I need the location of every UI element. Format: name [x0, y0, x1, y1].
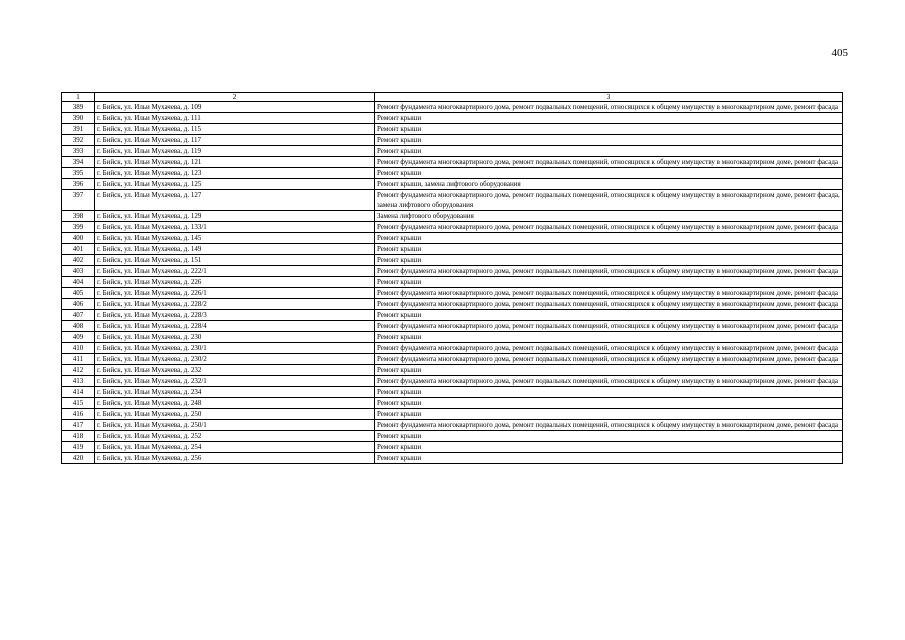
row-number: 401: [62, 244, 95, 255]
row-address: г. Бийск, ул. Ильи Мухачева, д. 230: [95, 332, 375, 343]
row-number: 414: [62, 387, 95, 398]
row-work-type: Ремонт крыши: [375, 168, 843, 179]
row-address: г. Бийск, ул. Ильи Мухачева, д. 254: [95, 442, 375, 453]
registry-table-body: [62, 93, 843, 464]
row-number: 395: [62, 168, 95, 179]
table-row: [62, 266, 843, 277]
row-work-type: Ремонт фундамента многоквартирного дома, ремонт подвальных помещений, относящихся к общему имуществу в многоквартирном доме, ремонт фасада: [375, 376, 843, 387]
row-number: 420: [62, 453, 95, 464]
row-work-type: Ремонт фундамента многоквартирного дома, ремонт подвальных помещений, относящихся к общему имуществу в многоквартирном доме, ремонт фасада: [375, 354, 843, 365]
row-address: г. Бийск, ул. Ильи Мухачева, д. 111: [95, 113, 375, 124]
row-work-type: Ремонт фундамента многоквартирного дома, ремонт подвальных помещений, относящихся к общему имуществу в многоквартирном доме, ремонт фасада: [375, 299, 843, 310]
row-work-type: Ремонт крыши: [375, 146, 843, 157]
row-address: г. Бийск, ул. Ильи Мухачева, д. 228/4: [95, 321, 375, 332]
row-number: 418: [62, 431, 95, 442]
row-work-type: Ремонт крыши: [375, 244, 843, 255]
table-row: [62, 168, 843, 179]
row-number: 417: [62, 420, 95, 431]
row-work-type: Ремонт крыши: [375, 310, 843, 321]
row-work-type: Ремонт крыши: [375, 124, 843, 135]
table-row: [62, 321, 843, 332]
row-number: 411: [62, 354, 95, 365]
row-address: г. Бийск, ул. Ильи Мухачева, д. 228/2: [95, 299, 375, 310]
row-number: 419: [62, 442, 95, 453]
row-work-type: Замена лифтового оборудования: [375, 211, 843, 222]
row-address: г. Бийск, ул. Ильи Мухачева, д. 119: [95, 146, 375, 157]
row-number: 402: [62, 255, 95, 266]
table-row: [62, 179, 843, 190]
table-row: [62, 442, 843, 453]
row-address: г. Бийск, ул. Ильи Мухачева, д. 232/1: [95, 376, 375, 387]
row-number: 399: [62, 222, 95, 233]
row-address: г. Бийск, ул. Ильи Мухачева, д. 234: [95, 387, 375, 398]
row-work-type: Ремонт крыши: [375, 277, 843, 288]
row-address: г. Бийск, ул. Ильи Мухачева, д. 125: [95, 179, 375, 190]
table-row: [62, 387, 843, 398]
row-work-type: Ремонт крыши: [375, 398, 843, 409]
table-row: [62, 453, 843, 464]
row-number: 410: [62, 343, 95, 354]
row-address: г. Бийск, ул. Ильи Мухачева, д. 226: [95, 277, 375, 288]
row-number: 400: [62, 233, 95, 244]
row-work-type: Ремонт крыши: [375, 255, 843, 266]
row-address: г. Бийск, ул. Ильи Мухачева, д. 232: [95, 365, 375, 376]
row-address: г. Бийск, ул. Ильи Мухачева, д. 123: [95, 168, 375, 179]
table-row: [62, 354, 843, 365]
column-header-2: 2: [95, 93, 375, 102]
page-number: 405: [831, 47, 848, 59]
row-address: г. Бийск, ул. Ильи Мухачева, д. 129: [95, 211, 375, 222]
row-address: г. Бийск, ул. Ильи Мухачева, д. 248: [95, 398, 375, 409]
column-header-1: 1: [62, 93, 95, 102]
row-work-type: Ремонт фундамента многоквартирного дома, ремонт подвальных помещений, относящихся к общему имуществу в многоквартирном доме, ремонт фасада: [375, 102, 843, 113]
row-address: г. Бийск, ул. Ильи Мухачева, д. 109: [95, 102, 375, 113]
table-row: [62, 135, 843, 146]
row-address: г. Бийск, ул. Ильи Мухачева, д. 252: [95, 431, 375, 442]
row-number: 391: [62, 124, 95, 135]
row-work-type: Ремонт фундамента многоквартирного дома, ремонт подвальных помещений, относящихся к общему имуществу в многоквартирном доме, ремонт фасада: [375, 222, 843, 233]
table-row: [62, 233, 843, 244]
table-row: [62, 255, 843, 266]
row-address: г. Бийск, ул. Ильи Мухачева, д. 117: [95, 135, 375, 146]
row-address: г. Бийск, ул. Ильи Мухачева, д. 226/1: [95, 288, 375, 299]
row-work-type: Ремонт фундамента многоквартирного дома, ремонт подвальных помещений, относящихся к общему имуществу в многоквартирном доме, ремонт фасада: [375, 157, 843, 168]
table-row: [62, 102, 843, 113]
table-row: [62, 409, 843, 420]
row-work-type: Ремонт фундамента многоквартирного дома, ремонт подвальных помещений, относящихся к общему имуществу в многоквартирном доме, ремонт фасада: [375, 288, 843, 299]
table-row: [62, 124, 843, 135]
table-row: [62, 398, 843, 409]
table-row: [62, 211, 843, 222]
row-work-type: Ремонт крыши: [375, 113, 843, 124]
row-work-type: Ремонт крыши: [375, 233, 843, 244]
row-work-type: Ремонт крыши: [375, 332, 843, 343]
row-number: 393: [62, 146, 95, 157]
row-address: г. Бийск, ул. Ильи Мухачева, д. 115: [95, 124, 375, 135]
row-address: г. Бийск, ул. Ильи Мухачева, д. 222/1: [95, 266, 375, 277]
row-number: 407: [62, 310, 95, 321]
row-work-type: Ремонт фундамента многоквартирного дома, ремонт подвальных помещений, относящихся к общему имуществу в многоквартирном доме, ремонт фасада: [375, 420, 843, 431]
registry-table: [61, 92, 843, 464]
row-address: г. Бийск, ул. Ильи Мухачева, д. 230/1: [95, 343, 375, 354]
row-address: г. Бийск, ул. Ильи Мухачева, д. 149: [95, 244, 375, 255]
table-row: [62, 365, 843, 376]
row-work-type: Ремонт крыши: [375, 387, 843, 398]
table-row: [62, 420, 843, 431]
table-row: [62, 332, 843, 343]
table-row: [62, 376, 843, 387]
row-number: 416: [62, 409, 95, 420]
row-address: г. Бийск, ул. Ильи Мухачева, д. 230/2: [95, 354, 375, 365]
table-row: [62, 288, 843, 299]
row-work-type: Ремонт фундамента многоквартирного дома, ремонт подвальных помещений, относящихся к общему имуществу в многоквартирном доме, ремонт фасада: [375, 343, 843, 354]
table-row: [62, 431, 843, 442]
table-row: [62, 299, 843, 310]
row-number: 405: [62, 288, 95, 299]
row-work-type: Ремонт крыши: [375, 135, 843, 146]
table-row: [62, 244, 843, 255]
row-number: 404: [62, 277, 95, 288]
row-address: г. Бийск, ул. Ильи Мухачева, д. 133/1: [95, 222, 375, 233]
row-address: г. Бийск, ул. Ильи Мухачева, д. 250: [95, 409, 375, 420]
column-header-3: 3: [375, 93, 843, 102]
row-address: г. Бийск, ул. Ильи Мухачева, д. 228/3: [95, 310, 375, 321]
row-address: г. Бийск, ул. Ильи Мухачева, д. 127: [95, 190, 375, 211]
row-address: г. Бийск, ул. Ильи Мухачева, д. 145: [95, 233, 375, 244]
table-row: [62, 343, 843, 354]
row-work-type: Ремонт крыши, замена лифтового оборудования: [375, 179, 843, 190]
row-number: 409: [62, 332, 95, 343]
row-number: 389: [62, 102, 95, 113]
row-work-type: Ремонт фундамента многоквартирного дома, ремонт подвальных помещений, относящихся к общему имуществу в многоквартирном доме, ремонт фасада: [375, 321, 843, 332]
row-work-type: Ремонт крыши: [375, 365, 843, 376]
row-number: 403: [62, 266, 95, 277]
row-number: 396: [62, 179, 95, 190]
row-number: 415: [62, 398, 95, 409]
table-row: [62, 113, 843, 124]
row-address: г. Бийск, ул. Ильи Мухачева, д. 121: [95, 157, 375, 168]
table-row: [62, 277, 843, 288]
row-work-type: Ремонт крыши: [375, 453, 843, 464]
table-header-row: [62, 93, 843, 102]
row-number: 394: [62, 157, 95, 168]
row-work-type: Ремонт крыши: [375, 409, 843, 420]
row-work-type: Ремонт фундамента многоквартирного дома, ремонт подвальных помещений, относящихся к общему имуществу в многоквартирном доме, ремонт фасада: [375, 266, 843, 277]
table-row: [62, 310, 843, 321]
row-number: 412: [62, 365, 95, 376]
table-row: [62, 157, 843, 168]
row-number: 408: [62, 321, 95, 332]
row-address: г. Бийск, ул. Ильи Мухачева, д. 151: [95, 255, 375, 266]
row-number: 413: [62, 376, 95, 387]
row-number: 390: [62, 113, 95, 124]
row-work-type: Ремонт фундамента многоквартирного дома, ремонт подвальных помещений, относящихся к общему имуществу в многоквартирном доме, ремонт фасада, замена лифтового оборудования: [375, 190, 843, 211]
row-work-type: Ремонт крыши: [375, 442, 843, 453]
row-work-type: Ремонт крыши: [375, 431, 843, 442]
table-row: [62, 190, 843, 211]
row-number: 397: [62, 190, 95, 211]
row-number: 406: [62, 299, 95, 310]
row-number: 392: [62, 135, 95, 146]
row-address: г. Бийск, ул. Ильи Мухачева, д. 250/1: [95, 420, 375, 431]
table-row: [62, 222, 843, 233]
row-number: 398: [62, 211, 95, 222]
table-row: [62, 146, 843, 157]
row-address: г. Бийск, ул. Ильи Мухачева, д. 256: [95, 453, 375, 464]
